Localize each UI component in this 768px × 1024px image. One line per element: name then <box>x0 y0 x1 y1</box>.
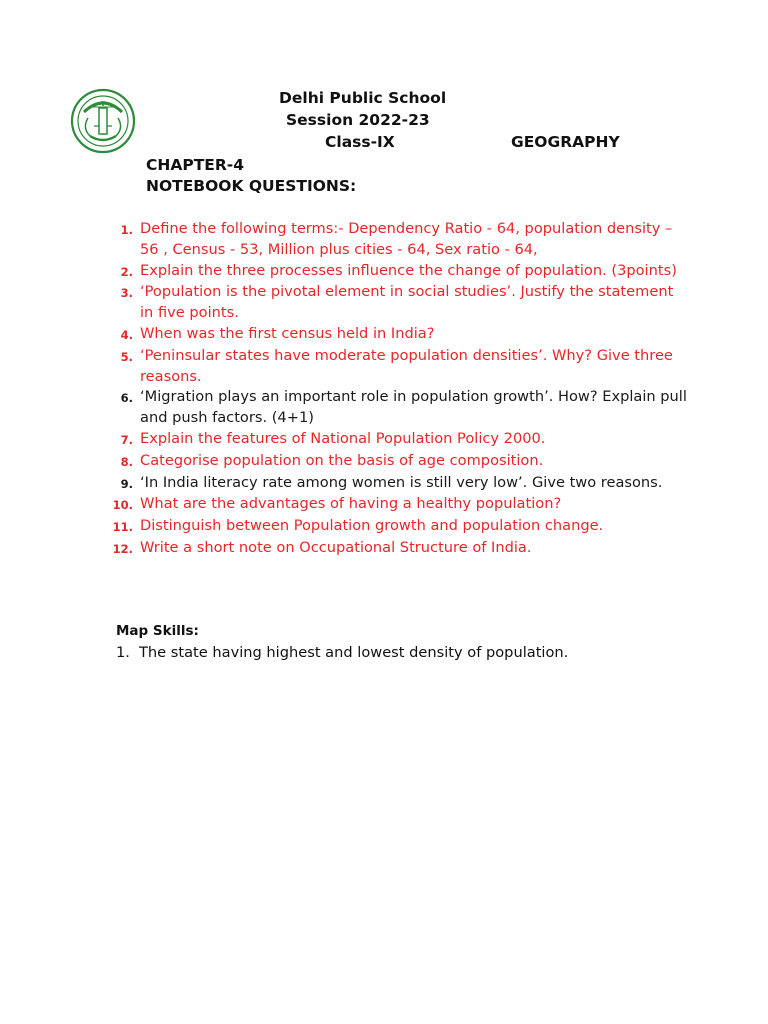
question-number: 6. <box>120 391 133 406</box>
question-item <box>108 494 688 516</box>
map-skill-number: 1. <box>116 644 130 661</box>
map-skills-title: Map Skills: <box>116 623 199 639</box>
map-skill-item <box>116 643 568 663</box>
question-number: 12. <box>112 541 133 556</box>
subject-label: GEOGRAPHY <box>511 133 620 151</box>
question-text: Distinguish between Population growth and population change. <box>140 517 604 535</box>
question-item <box>108 282 688 324</box>
map-skills-list <box>116 643 568 663</box>
school-name: Delhi Public School <box>279 89 447 107</box>
question-item <box>108 387 688 429</box>
question-text: ‘Peninsular states have moderate population densities’. Why? Give three reasons. <box>140 346 673 385</box>
question-text: Explain the features of National Population Policy 2000. <box>140 429 546 447</box>
question-number: 1. <box>120 223 133 237</box>
question-number: 7. <box>120 432 133 447</box>
question-item <box>108 516 688 538</box>
question-item <box>108 451 688 473</box>
question-item <box>108 429 688 451</box>
question-item <box>108 324 688 346</box>
question-number: 3. <box>120 286 133 301</box>
question-text: What are the advantages of having a healthy population? <box>140 495 562 513</box>
question-text: ‘In India literacy rate among women is still very low’. Give two reasons. <box>140 473 663 491</box>
question-number: 4. <box>120 327 133 342</box>
question-text: Categorise population on the basis of age composition. <box>140 451 544 469</box>
question-text: ‘Migration plays an important role in population growth’. How? Explain pull and push factors. (4+1) <box>140 388 687 427</box>
question-text: Explain the three processes influence the change of population. (3points) <box>140 261 677 279</box>
question-number: 5. <box>120 349 133 364</box>
question-item <box>108 346 688 388</box>
question-text: When was the first census held in India? <box>140 324 435 342</box>
chapter-title: CHAPTER-4 <box>146 156 245 174</box>
question-text: Define the following terms:- Dependency Ratio - 64, population density – 56 , Census - 53, Million plus cities - 64, Sex ratio - 64, <box>140 220 673 258</box>
question-text: ‘Population is the pivotal element in social studies’. Justify the statement in five points. <box>140 283 674 322</box>
question-number: 10. <box>112 498 133 513</box>
question-number: 9. <box>120 476 133 491</box>
session-year: Session 2022-23 <box>286 111 430 129</box>
school-crest-icon <box>70 88 136 154</box>
map-skill-text: The state having highest and lowest density of population. <box>139 644 569 661</box>
question-item <box>108 219 688 261</box>
question-item <box>108 473 688 495</box>
question-number: 11. <box>112 520 133 535</box>
question-list <box>108 219 688 560</box>
section-title: NOTEBOOK QUESTIONS: <box>146 177 357 195</box>
class-label: Class-IX <box>325 133 395 151</box>
question-item <box>108 261 688 283</box>
question-text: Write a short note on Occupational Structure of India. <box>140 538 532 556</box>
question-item <box>108 538 688 560</box>
question-number: 8. <box>120 454 133 469</box>
question-number: 2. <box>120 264 133 279</box>
